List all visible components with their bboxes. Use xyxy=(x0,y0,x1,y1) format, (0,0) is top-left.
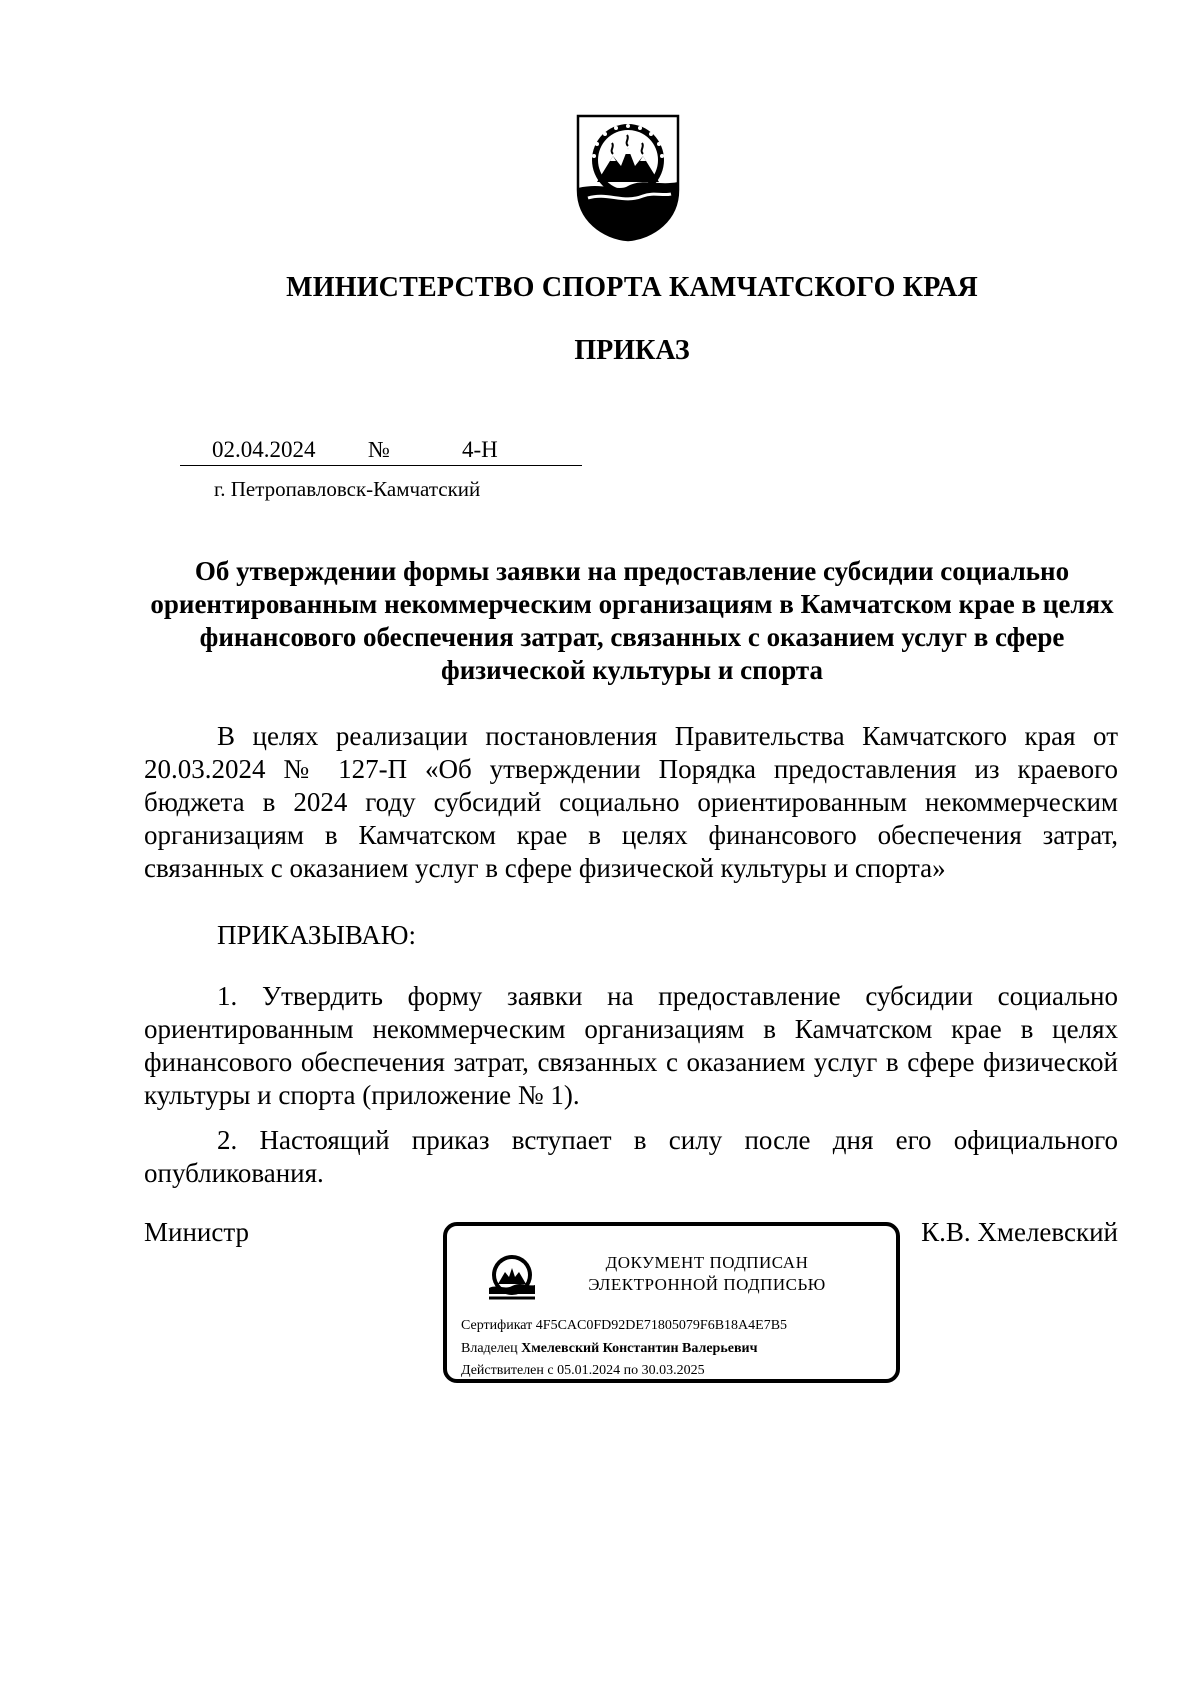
valid-label: Действителен xyxy=(461,1363,544,1378)
stamp-validity xyxy=(461,1363,705,1379)
electronic-signature-stamp xyxy=(443,1222,900,1383)
valid-to-label: по xyxy=(623,1363,639,1378)
kamchatka-emblem-icon xyxy=(483,1248,541,1306)
valid-from-label: с xyxy=(547,1363,554,1378)
date-number-row xyxy=(180,433,582,469)
owner-value: Хмелевский Константин Валерьевич xyxy=(521,1341,758,1356)
owner-label: Владелец xyxy=(461,1341,518,1356)
certificate-value: 4F5CAC0FD92DE71805079F6B18A4E7B5 xyxy=(535,1318,788,1333)
certificate-label: Сертификат xyxy=(461,1318,533,1333)
document-type: ПРИКАЗ xyxy=(574,335,690,366)
stamp-heading xyxy=(557,1252,857,1296)
order-word: ПРИКАЗЫВАЮ: xyxy=(217,920,416,950)
order-item-2: 2. Настоящий приказ вступает в силу после дня его официального опубликования. xyxy=(144,1125,1118,1188)
ministry-name: МИНИСТЕРСТВО СПОРТА КАМЧАТСКОГО КРАЯ xyxy=(286,272,978,303)
city: г. Петропавловск-Камчатский xyxy=(214,477,481,501)
stamp-heading-line-2: ЭЛЕКТРОННОЙ ПОДПИСЬЮ xyxy=(588,1275,826,1294)
document-title: Об утверждении формы заявки на предоставление субсидии социально ориентированным некоммерческим организациям в Камчатском крае в целях финансового обеспечения затрат, связанных с оказанием услуг в сфере физической культуры и спорта xyxy=(150,556,1114,685)
signer-name: К.В. Хмелевский xyxy=(921,1217,1118,1247)
preamble-paragraph: В целях реализации постановления Правительства Камчатского края от 20.03.2024 № 127-П «Об утверждении Порядка предоставления из краевого бюджета в 2024 году субсидий социально ориентированным некоммерческим организациям в Камчатском крае в целях финансового обеспечения затрат, связанных с оказанием услуг в сфере физической культуры и спорта» xyxy=(144,721,1118,883)
valid-to: 30.03.2025 xyxy=(641,1363,705,1378)
document-number: 4-Н xyxy=(462,437,498,462)
number-sign: № xyxy=(368,437,390,462)
order-item-1: 1. Утвердить форму заявки на предоставление субсидии социально ориентированным некоммерческим организациям в Камчатском крае в целях финансового обеспечения затрат, связанных с оказанием услуг в сфере физической культуры и спорта (приложение № 1). xyxy=(144,981,1118,1110)
stamp-certificate xyxy=(461,1318,787,1334)
document-date: 02.04.2024 xyxy=(212,437,316,462)
date-underline xyxy=(180,465,582,466)
valid-from: 05.01.2024 xyxy=(557,1363,621,1378)
stamp-heading-line-1: ДОКУМЕНТ ПОДПИСАН xyxy=(605,1253,809,1272)
stamp-owner xyxy=(461,1341,757,1357)
kamchatka-coat-of-arms-icon xyxy=(573,112,683,242)
signer-position: Министр xyxy=(144,1217,249,1247)
